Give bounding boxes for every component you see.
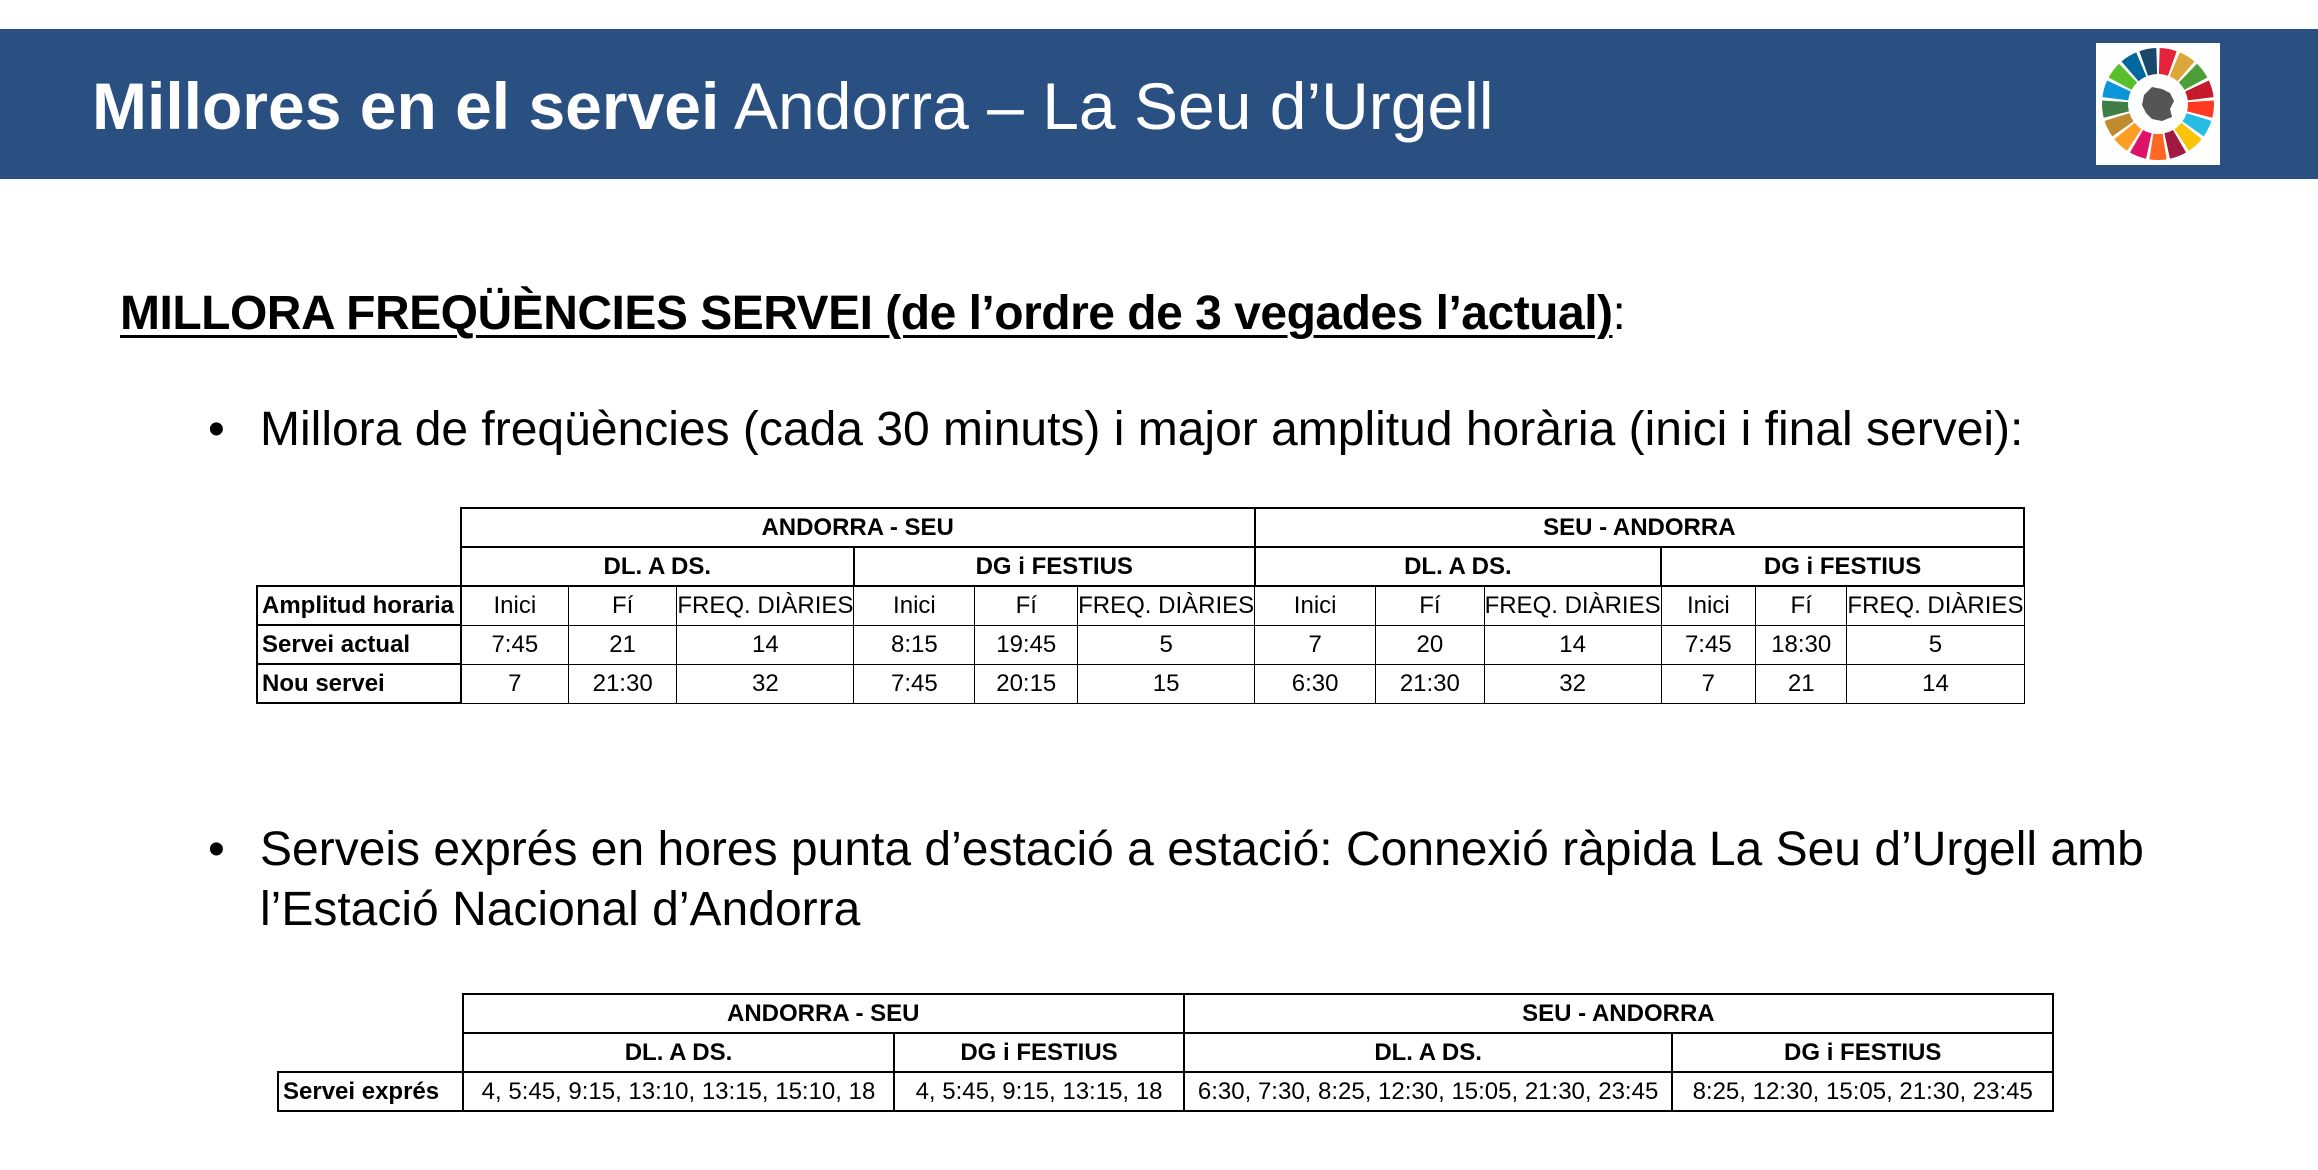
table-cell: 21 [1756, 664, 1847, 703]
table-daygroup-header: DL. A DS. [463, 1033, 895, 1072]
table-cell: 8:15 [854, 625, 975, 664]
table-row [278, 1072, 2053, 1111]
table-cell: 7:45 [461, 625, 569, 664]
table-row [257, 625, 2024, 664]
table-header-row [278, 994, 2053, 1033]
table-cell: 5 [1078, 625, 1255, 664]
table-row-label: Amplitud horaria [257, 586, 461, 625]
table-empty-cell [278, 1033, 463, 1072]
table-daygroup-header: DL. A DS. [1255, 547, 1661, 586]
table-cell: 7 [1255, 625, 1376, 664]
table-column-header: FREQ. DIÀRIES [677, 586, 854, 625]
table-column-header: Fí [1756, 586, 1847, 625]
table-cell: 7 [1661, 664, 1755, 703]
table-direction-header: ANDORRA - SEU [461, 508, 1255, 547]
table-row [257, 664, 2024, 703]
table-column-header: FREQ. DIÀRIES [1847, 586, 2024, 625]
table-cell: 20:15 [975, 664, 1078, 703]
table-cell: 32 [677, 664, 854, 703]
table-header-row [257, 547, 2024, 586]
table-column-header: Inici [854, 586, 975, 625]
table-cell: 18:30 [1756, 625, 1847, 664]
table-daygroup-header: DG i FESTIUS [894, 1033, 1184, 1072]
bullet-item-frequencies [208, 400, 2024, 460]
table-daygroup-header: DG i FESTIUS [1661, 547, 2024, 586]
table-column-header: FREQ. DIÀRIES [1078, 586, 1255, 625]
table-row-label: Nou servei [257, 664, 461, 703]
table-cell: 14 [1484, 625, 1661, 664]
table-cell: 21:30 [1376, 664, 1484, 703]
table-cell: 7 [461, 664, 569, 703]
table-daygroup-header: DG i FESTIUS [1672, 1033, 2053, 1072]
table-cell: 7:45 [854, 664, 975, 703]
table-cell: 8:25, 12:30, 15:05, 21:30, 23:45 [1672, 1072, 2053, 1111]
bullet-dot: • [208, 823, 225, 876]
table-header-row [278, 1033, 2053, 1072]
bullet-dot: • [208, 403, 225, 456]
table-row-label: Servei actual [257, 625, 461, 664]
table-cell: 32 [1484, 664, 1661, 703]
section-heading-colon: : [1612, 287, 1626, 340]
table-cell: 20 [1376, 625, 1484, 664]
table-direction-header: SEU - ANDORRA [1184, 994, 2053, 1033]
bullet-item-express [208, 820, 2270, 940]
logo [2096, 43, 2220, 165]
page-title [92, 66, 1493, 146]
table-column-header: FREQ. DIÀRIES [1484, 586, 1661, 625]
table-row-label: Servei exprés [278, 1072, 463, 1111]
section-heading [120, 284, 1625, 344]
table-direction-header: SEU - ANDORRA [1255, 508, 2024, 547]
table-cell: 7:45 [1661, 625, 1755, 664]
table-column-header-row [257, 586, 2024, 625]
table-cell: 14 [1847, 664, 2024, 703]
table-cell: 5 [1847, 625, 2024, 664]
table-empty-cell [257, 508, 461, 547]
table-column-header: Inici [461, 586, 569, 625]
table-cell: 21:30 [568, 664, 676, 703]
table-column-header: Fí [568, 586, 676, 625]
bullet-text: Millora de freqüències (cada 30 minuts) i major amplitud horària (inici i final servei): [260, 403, 2024, 456]
table-daygroup-header: DG i FESTIUS [854, 547, 1255, 586]
table-column-header: Fí [1376, 586, 1484, 625]
table-daygroup-header: DL. A DS. [1184, 1033, 1673, 1072]
table-column-header: Inici [1661, 586, 1755, 625]
table-header-row [257, 508, 2024, 547]
bullet-text: Serveis exprés en hores punta d’estació a estació: Connexió ràpida La Seu d’Urgell amb l’Estació Nacional d’Andorra [260, 823, 2144, 936]
table-column-header: Inici [1255, 586, 1376, 625]
table-direction-header: ANDORRA - SEU [463, 994, 1184, 1033]
express-table [277, 993, 2054, 1112]
table-column-header: Fí [975, 586, 1078, 625]
page-title-bold: Millores en el servei [92, 69, 720, 143]
table-cell: 4, 5:45, 9:15, 13:10, 13:15, 15:10, 18 [463, 1072, 895, 1111]
table-cell: 6:30 [1255, 664, 1376, 703]
table-empty-cell [278, 994, 463, 1033]
table-cell: 6:30, 7:30, 8:25, 12:30, 15:05, 21:30, 23:45 [1184, 1072, 1673, 1111]
table-cell: 21 [568, 625, 676, 664]
page-title-regular: Andorra – La Seu d’Urgell [734, 69, 1494, 143]
section-heading-text: MILLORA FREQÜÈNCIES SERVEI (de l’ordre de 3 vegades l’actual) [120, 287, 1613, 340]
table-daygroup-header: DL. A DS. [461, 547, 854, 586]
frequency-table [256, 507, 2025, 704]
table-cell: 15 [1078, 664, 1255, 703]
logo-segment [2149, 134, 2166, 160]
table-cell: 14 [677, 625, 854, 664]
table-empty-cell [257, 547, 461, 586]
sdg-wheel-icon [2096, 43, 2220, 165]
table-cell: 19:45 [975, 625, 1078, 664]
andorra-map-icon [2142, 87, 2174, 121]
table-cell: 4, 5:45, 9:15, 13:15, 18 [894, 1072, 1184, 1111]
